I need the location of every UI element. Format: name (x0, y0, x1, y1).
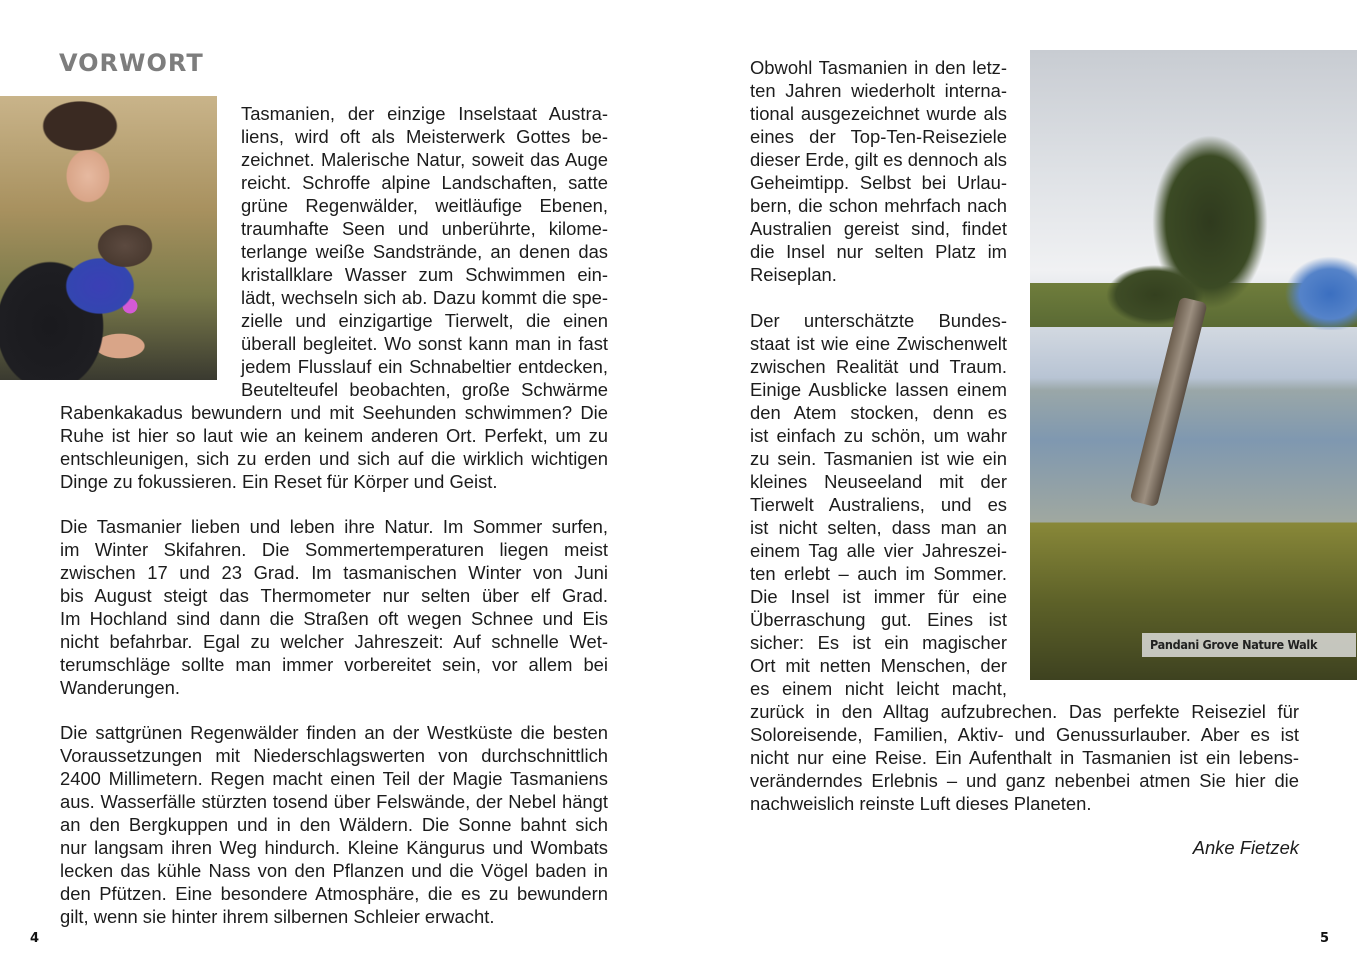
text-line: Australien gereist sind, findet (750, 218, 1007, 239)
text-line: nur langsam ihren Weg hindurch. Kleine Kängurus und Wombats (60, 837, 608, 858)
text-line: kristallklare Wasser zum Schwimmen ein- (241, 264, 608, 285)
landscape-photo (1030, 50, 1357, 680)
text-line: zwischen 17 und 23 Grad. Im tasmanischen Winter von Juni (60, 562, 608, 583)
text-line: Reiseplan. (750, 264, 837, 285)
text-line: entschleunigen, sich zu erden und sich auf die wirklich wichtigen (60, 448, 608, 469)
text-line: reicht. Schroffe alpine Landschaften, satte (241, 172, 608, 193)
text-line: einem Tag alle vier Jahreszei- (750, 540, 1007, 561)
text-line: dieser Erde, gilt es dennoch als (750, 149, 1007, 170)
text-line: Im Hochland sind dann die Straßen oft wegen Schnee und Eis (60, 608, 608, 629)
text-line: an den Bergkuppen und in den Wäldern. Die Sonne bahnt sich (60, 814, 608, 835)
text-line: zielle und einzigartige Tierwelt, die einen (241, 310, 608, 331)
text-line: zwischen Realität und Traum. (750, 356, 1007, 377)
text-line: Rabenkakadus bewundern und mit Seehunden schwimmen? Die (60, 402, 608, 423)
text-line: Die Tasmanier lieben und leben ihre Natur. Im Sommer surfen, (60, 516, 608, 537)
text-line: zurück in den Alltag aufzubrechen. Das perfekte Reiseziel für (750, 701, 1299, 722)
text-line: eines der Top-Ten-Reiseziele (750, 126, 1007, 147)
text-line: ist nicht selten, dass man an (750, 517, 1007, 538)
text-line: kleines Neuseeland mit der (750, 471, 1007, 492)
tree-branch (1085, 250, 1225, 340)
author-photo (0, 96, 217, 380)
author-signature: Anke Fietzek (1192, 837, 1299, 858)
text-line: bern, die schon mehrfach nach (750, 195, 1007, 216)
text-line: Tierwelt Australiens, und es (750, 494, 1007, 515)
text-line: aus. Wasserfälle stürzten tosend über Felswände, der Nebel hängt (60, 791, 608, 812)
text-line: 2400 Millimetern. Regen macht einen Teil der Magie Tasmaniens (60, 768, 608, 789)
text-line: Einige Ausblicke lassen einem (750, 379, 1007, 400)
text-line: Überraschung gut. Eines ist (750, 609, 1007, 630)
text-line: Die Insel ist immer für eine (750, 586, 1007, 607)
text-line: die Insel nur selten Platz im (750, 241, 1007, 262)
text-line: terlange weiße Sandstrände, an denen das (241, 241, 608, 262)
text-line: Beutelteufel beobachten, große Schwärme (241, 379, 608, 400)
text-line: lecken das kühle Nass von den Pflanzen und die Vögel baden in (60, 860, 608, 881)
text-line: Soloreisende, Familien, Aktiv- und Genussurlauber. Aber es ist (750, 724, 1299, 745)
right-page (679, 0, 1358, 974)
text-line: im Winter Skifahren. Die Sommertemperaturen liegen meist (60, 539, 608, 560)
text-line: es einem nicht leicht macht, (750, 678, 1007, 699)
text-line: ist einfach zu schön, um wahr (750, 425, 1007, 446)
photo-caption: Pandani Grove Nature Walk (1142, 633, 1356, 657)
text-line: staat ist wie eine Zwischenwelt (750, 333, 1007, 354)
page-heading: VORWORT (59, 49, 204, 77)
text-line: nicht nur eine Reise. Ein Aufenthalt in Tasmanien ist ein lebens- (750, 747, 1299, 768)
text-line: Ort mit netten Menschen, der (750, 655, 1007, 676)
text-line: Obwohl Tasmanien in den letz- (750, 57, 1007, 78)
text-line: Dinge zu fokussieren. Ein Reset für Körper und Geist. (60, 471, 498, 492)
text-line: ten Jahren wiederholt interna- (750, 80, 1007, 101)
text-line: Wanderungen. (60, 677, 180, 698)
text-line: den Pfützen. Eine besondere Atmosphäre, die es zu bewundern (60, 883, 608, 904)
text-line: jedem Flusslauf ein Schnabeltier entdecken, (241, 356, 608, 377)
text-line: nicht befahrbar. Egal zu welcher Jahreszeit: Auf schnelle Wet- (60, 631, 608, 652)
text-line: Voraussetzungen mit Niederschlagswerten von durchschnittlich (60, 745, 608, 766)
text-line: Geheimtipp. Selbst bei Urlau- (750, 172, 1007, 193)
page-number: 4 (30, 931, 40, 946)
text-line: grüne Regenwälder, weitläufige Ebenen, (241, 195, 608, 216)
text-line: den Atem stocken, denn es (750, 402, 1007, 423)
text-line: bis August steigt das Thermometer nur selten über elf Grad. (60, 585, 608, 606)
text-line: Tasmanien, der einzige Inselstaat Austra- (241, 103, 608, 124)
text-line: gilt, wenn sie hinter ihrem silbernen Schleier erwacht. (60, 906, 495, 927)
text-line: sicher: Es ist ein magischer (750, 632, 1007, 653)
text-line: zeichnet. Malerische Natur, soweit das Auge (241, 149, 608, 170)
text-line: Ruhe ist hier so laut wie an keinem anderen Ort. Perfekt, um zu (60, 425, 608, 446)
text-line: zu sein. Tasmanien ist wie ein (750, 448, 1007, 469)
text-line: terumschläge sollte man immer vorbereitet sein, vor allem bei (60, 654, 608, 675)
text-line: ten erlebt – auch im Sommer. (750, 563, 1007, 584)
text-line: liens, wird oft als Meisterwerk Gottes be- (241, 126, 608, 147)
text-line: Der unterschätzte Bundes- (750, 310, 1007, 331)
text-line: Die sattgrünen Regenwälder finden an der Westküste die besten (60, 722, 608, 743)
page-number: 5 (1320, 931, 1330, 946)
text-line: nachweislich reinste Luft dieses Planeten. (750, 793, 1092, 814)
text-line: überall begleitet. Wo sonst kann man in fast (241, 333, 608, 354)
text-line: veränderndes Erlebnis – und ganz nebenbei atmen Sie hier die (750, 770, 1299, 791)
text-line: tional ausgezeichnet wurde als (750, 103, 1007, 124)
text-line: traumhafte Seen und unberührte, kilome- (241, 218, 608, 239)
text-line: lädt, wechseln sich ab. Dazu kommt die spe- (241, 287, 608, 308)
